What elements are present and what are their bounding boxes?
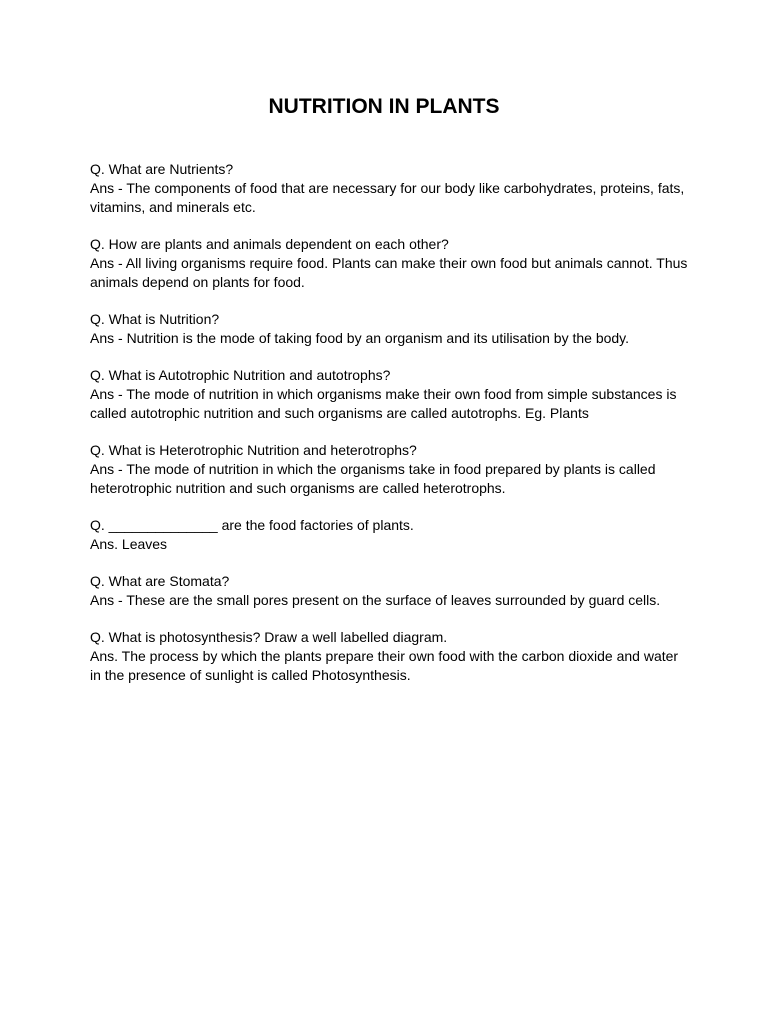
qa-item bbox=[90, 516, 690, 554]
qa-item bbox=[90, 310, 690, 348]
question-text: Q. What is Nutrition? bbox=[90, 311, 220, 327]
question-text: Q. What is photosynthesis? Draw a well labelled diagram. bbox=[90, 629, 448, 645]
answer-text: Ans - The mode of nutrition in which organisms make their own food from simple substances is called autotrophic nutrition and such organisms are called autotrophs. Eg. Plants bbox=[90, 386, 681, 421]
qa-item bbox=[90, 628, 690, 685]
answer-text: Ans - These are the small pores present on the surface of leaves surrounded by guard cells. bbox=[90, 592, 661, 608]
question-text: Q. How are plants and animals dependent on each other? bbox=[90, 236, 449, 252]
answer-text: Ans - The components of food that are necessary for our body like carbohydrates, proteins, fats, vitamins, and minerals etc. bbox=[90, 180, 689, 215]
qa-item bbox=[90, 235, 690, 292]
qa-item bbox=[90, 366, 690, 423]
question-text: Q. What is Heterotrophic Nutrition and heterotrophs? bbox=[90, 442, 417, 458]
answer-text: Ans - All living organisms require food. Plants can make their own food but animals cannot. Thus animals depend on plants for food. bbox=[90, 255, 692, 290]
qa-item bbox=[90, 160, 690, 217]
question-text: Q. What are Nutrients? bbox=[90, 161, 234, 177]
question-text: Q. What are Stomata? bbox=[90, 573, 230, 589]
qa-item bbox=[90, 441, 690, 498]
answer-text: Ans - The mode of nutrition in which the organisms take in food prepared by plants is called heterotrophic nutrition and such organisms are called heterotrophs. bbox=[90, 461, 660, 496]
answer-text: Ans. Leaves bbox=[90, 536, 168, 552]
answer-text: Ans - Nutrition is the mode of taking food by an organism and its utilisation by the body. bbox=[90, 330, 630, 346]
question-text: Q. What is Autotrophic Nutrition and autotrophs? bbox=[90, 367, 391, 383]
qa-item bbox=[90, 572, 690, 610]
page-title: NUTRITION IN PLANTS bbox=[268, 95, 500, 118]
qa-list bbox=[90, 160, 690, 703]
question-text: Q. ______________ are the food factories of plants. bbox=[90, 517, 414, 533]
answer-text: Ans. The process by which the plants prepare their own food with the carbon dioxide and water in the presence of sunlight is called Photosynthesis. bbox=[90, 648, 682, 683]
